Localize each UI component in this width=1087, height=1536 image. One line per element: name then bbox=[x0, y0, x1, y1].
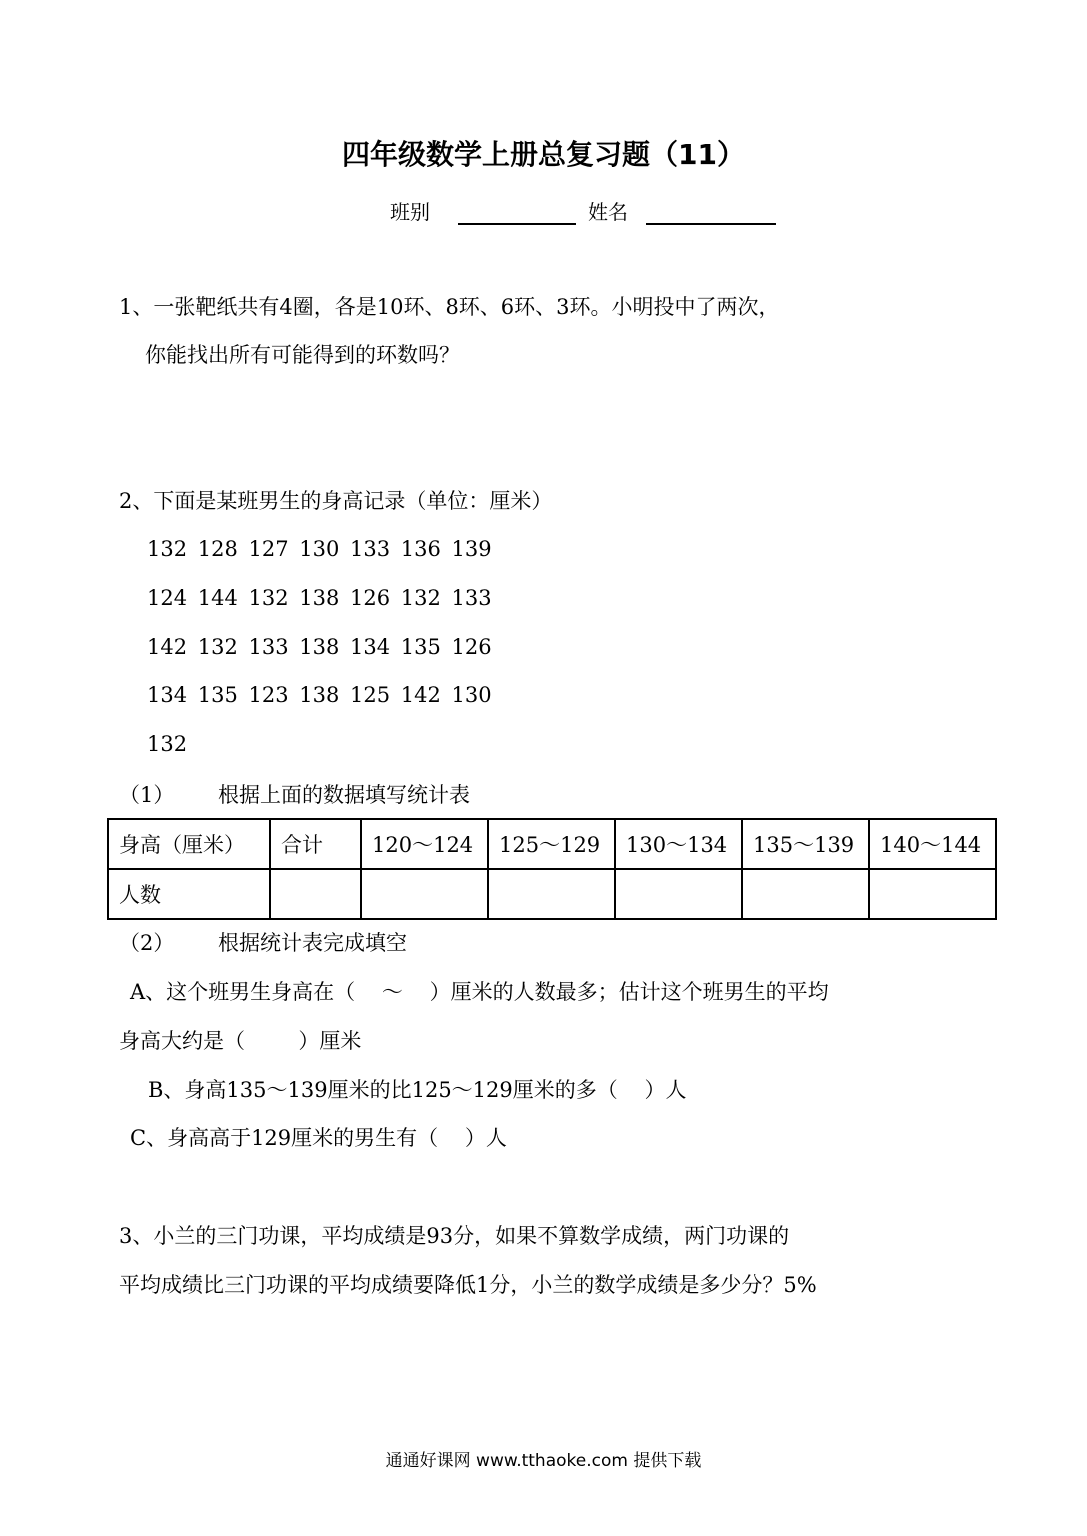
page-title: 四年级数学上册总复习题（11） bbox=[342, 138, 745, 171]
table-row bbox=[108, 869, 996, 919]
cell-140-144 bbox=[869, 869, 996, 919]
footer: 通通好课网 www.tthaoke.com 提供下载 bbox=[385, 1451, 702, 1471]
header-range-130-134: 130～134 bbox=[615, 819, 742, 869]
table-header-row bbox=[108, 819, 996, 869]
cell-total bbox=[270, 869, 361, 919]
cell-130-134 bbox=[615, 869, 742, 919]
q2-intro: 2、下面是某班男生的身高记录（单位：厘米） bbox=[119, 489, 553, 513]
fill-c-line: C、身高高于129厘米的男生有（ ）人 bbox=[130, 1126, 507, 1150]
fill-a-line1: A、这个班男生身高在（ ～ ）厘米的人数最多；估计这个班男生的平均 bbox=[130, 980, 829, 1004]
class-field bbox=[390, 196, 576, 225]
data-row-3: 142 132 133 138 134 135 126 bbox=[147, 635, 492, 659]
name-blank bbox=[646, 201, 776, 225]
header-range-135-139: 135～139 bbox=[742, 819, 869, 869]
q3-line2: 平均成绩比三门功课的平均成绩要降低1分，小兰的数学成绩是多少分？5% bbox=[119, 1273, 817, 1297]
data-row-4: 134 135 123 138 125 142 130 bbox=[147, 683, 492, 707]
part2-number: （2） bbox=[119, 931, 175, 955]
data-row-5: 132 bbox=[147, 732, 188, 756]
fill-a-line2: 身高大约是（ ）厘米 bbox=[119, 1029, 362, 1053]
row-label-count: 人数 bbox=[108, 869, 270, 919]
cell-135-139 bbox=[742, 869, 869, 919]
header-total: 合计 bbox=[270, 819, 361, 869]
part1-text: 根据上面的数据填写统计表 bbox=[218, 783, 470, 807]
name-field bbox=[588, 196, 776, 225]
header-range-120-124: 120～124 bbox=[361, 819, 488, 869]
data-row-1: 132 128 127 130 133 136 139 bbox=[147, 537, 492, 561]
statistics-table bbox=[107, 818, 997, 920]
name-label: 姓名 bbox=[588, 200, 628, 224]
part1-number: （1） bbox=[119, 783, 175, 807]
header-range-140-144: 140～144 bbox=[869, 819, 996, 869]
fill-b-line: B、身高135～139厘米的比125～129厘米的多（ ）人 bbox=[148, 1078, 687, 1102]
q1-line2: 你能找出所有可能得到的环数吗？ bbox=[145, 343, 460, 367]
header-height: 身高（厘米） bbox=[108, 819, 270, 869]
q3-line1: 3、小兰的三门功课，平均成绩是93分，如果不算数学成绩，两门功课的 bbox=[119, 1224, 790, 1248]
class-blank bbox=[458, 201, 576, 225]
part2-text: 根据统计表完成填空 bbox=[218, 931, 407, 955]
class-label: 班别 bbox=[390, 200, 430, 224]
cell-120-124 bbox=[361, 869, 488, 919]
cell-125-129 bbox=[488, 869, 615, 919]
q1-line1: 1、一张靶纸共有4圈，各是10环、8环、6环、3环。小明投中了两次， bbox=[119, 295, 780, 319]
data-row-2: 124 144 132 138 126 132 133 bbox=[147, 586, 492, 610]
header-range-125-129: 125～129 bbox=[488, 819, 615, 869]
